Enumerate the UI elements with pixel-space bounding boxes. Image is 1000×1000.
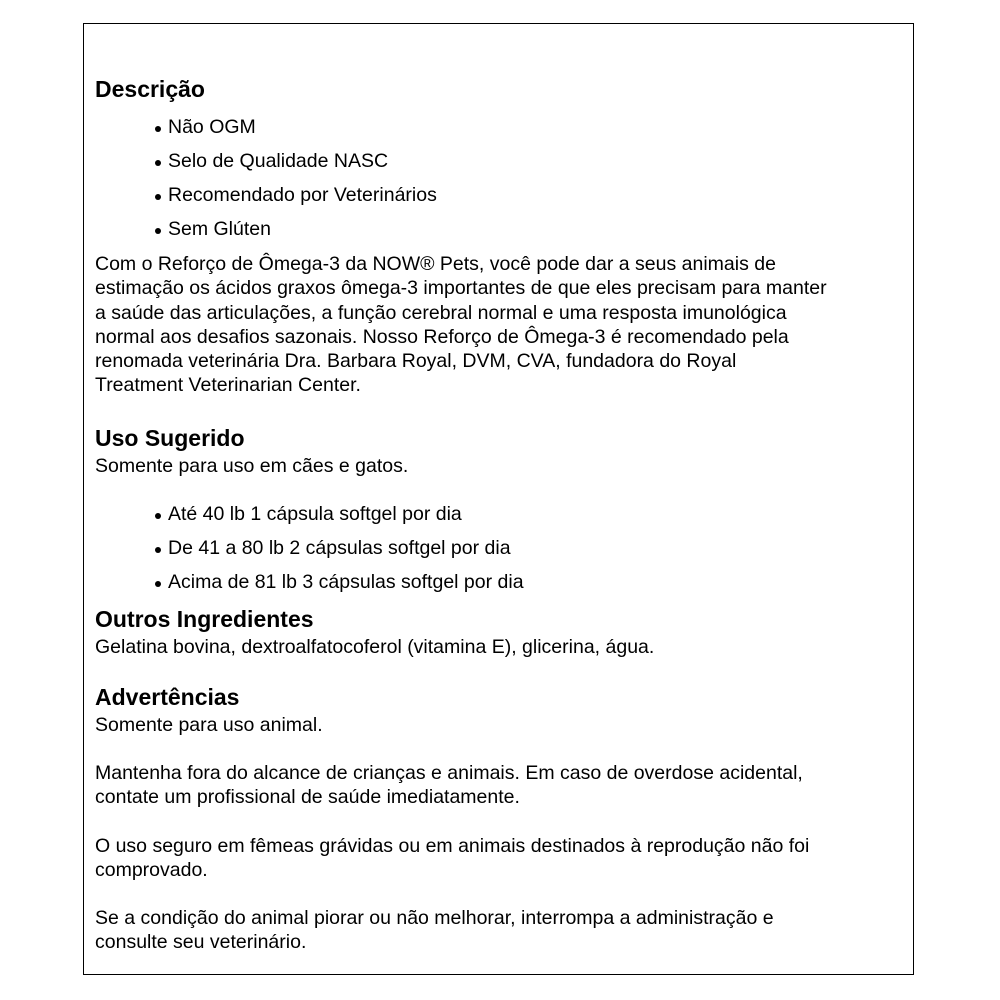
list-item: Sem Glúten	[153, 217, 437, 251]
section-title-uso-sugerido: Uso Sugerido	[95, 425, 245, 451]
descricao-bullet-list	[153, 115, 437, 251]
warning-consult-vet: Se a condição do animal piorar ou não melhorar, interrompa a administração e consulte seu veterinário.	[95, 907, 774, 954]
bullet-icon	[155, 513, 161, 519]
section-title-advertencias: Advertências	[95, 684, 240, 710]
section-title-descricao: Descrição	[95, 76, 205, 102]
list-item: Não OGM	[153, 115, 437, 149]
bullet-icon	[155, 581, 161, 587]
list-item: De 41 a 80 lb 2 cápsulas softgel por dia	[153, 536, 524, 570]
bullet-icon	[155, 194, 161, 200]
dosage-bullet-list	[153, 502, 524, 604]
bullet-icon	[155, 547, 161, 553]
bullet-icon	[155, 160, 161, 166]
warning-pregnancy: O uso seguro em fêmeas grávidas ou em animais destinados à reprodução não foi comprovado.	[95, 835, 810, 882]
list-item: Recomendado por Veterinários	[153, 183, 437, 217]
ingredients-text: Gelatina bovina, dextroalfatocoferol (vitamina E), glicerina, água.	[95, 636, 655, 658]
descricao-paragraph: Com o Reforço de Ômega-3 da NOW® Pets, você pode dar a seus animais de estimação os ácidos graxos ômega-3 importantes de que eles precisam para manter a saúde das articulações, a função cerebral normal e uma resposta imunológica normal aos desafios sazonais. Nosso Reforço de Ômega-3 é recomendado pela renomada veterinária Dra. Barbara Royal, DVM, CVA, fundadora do Royal Treatment Veterinarian Center.	[95, 253, 827, 397]
list-item: Selo de Qualidade NASC	[153, 149, 437, 183]
warning-animal-use: Somente para uso animal.	[95, 714, 323, 736]
bullet-icon	[155, 126, 161, 132]
list-item: Acima de 81 lb 3 cápsulas softgel por dia	[153, 570, 524, 604]
bullet-icon	[155, 228, 161, 234]
list-item: Até 40 lb 1 cápsula softgel por dia	[153, 502, 524, 536]
warning-keep-away: Mantenha fora do alcance de crianças e animais. Em caso de overdose acidental, contate um profissional de saúde imediatamente.	[95, 762, 803, 809]
section-title-outros-ingredientes: Outros Ingredientes	[95, 606, 314, 632]
uso-sugerido-intro: Somente para uso em cães e gatos.	[95, 455, 409, 477]
